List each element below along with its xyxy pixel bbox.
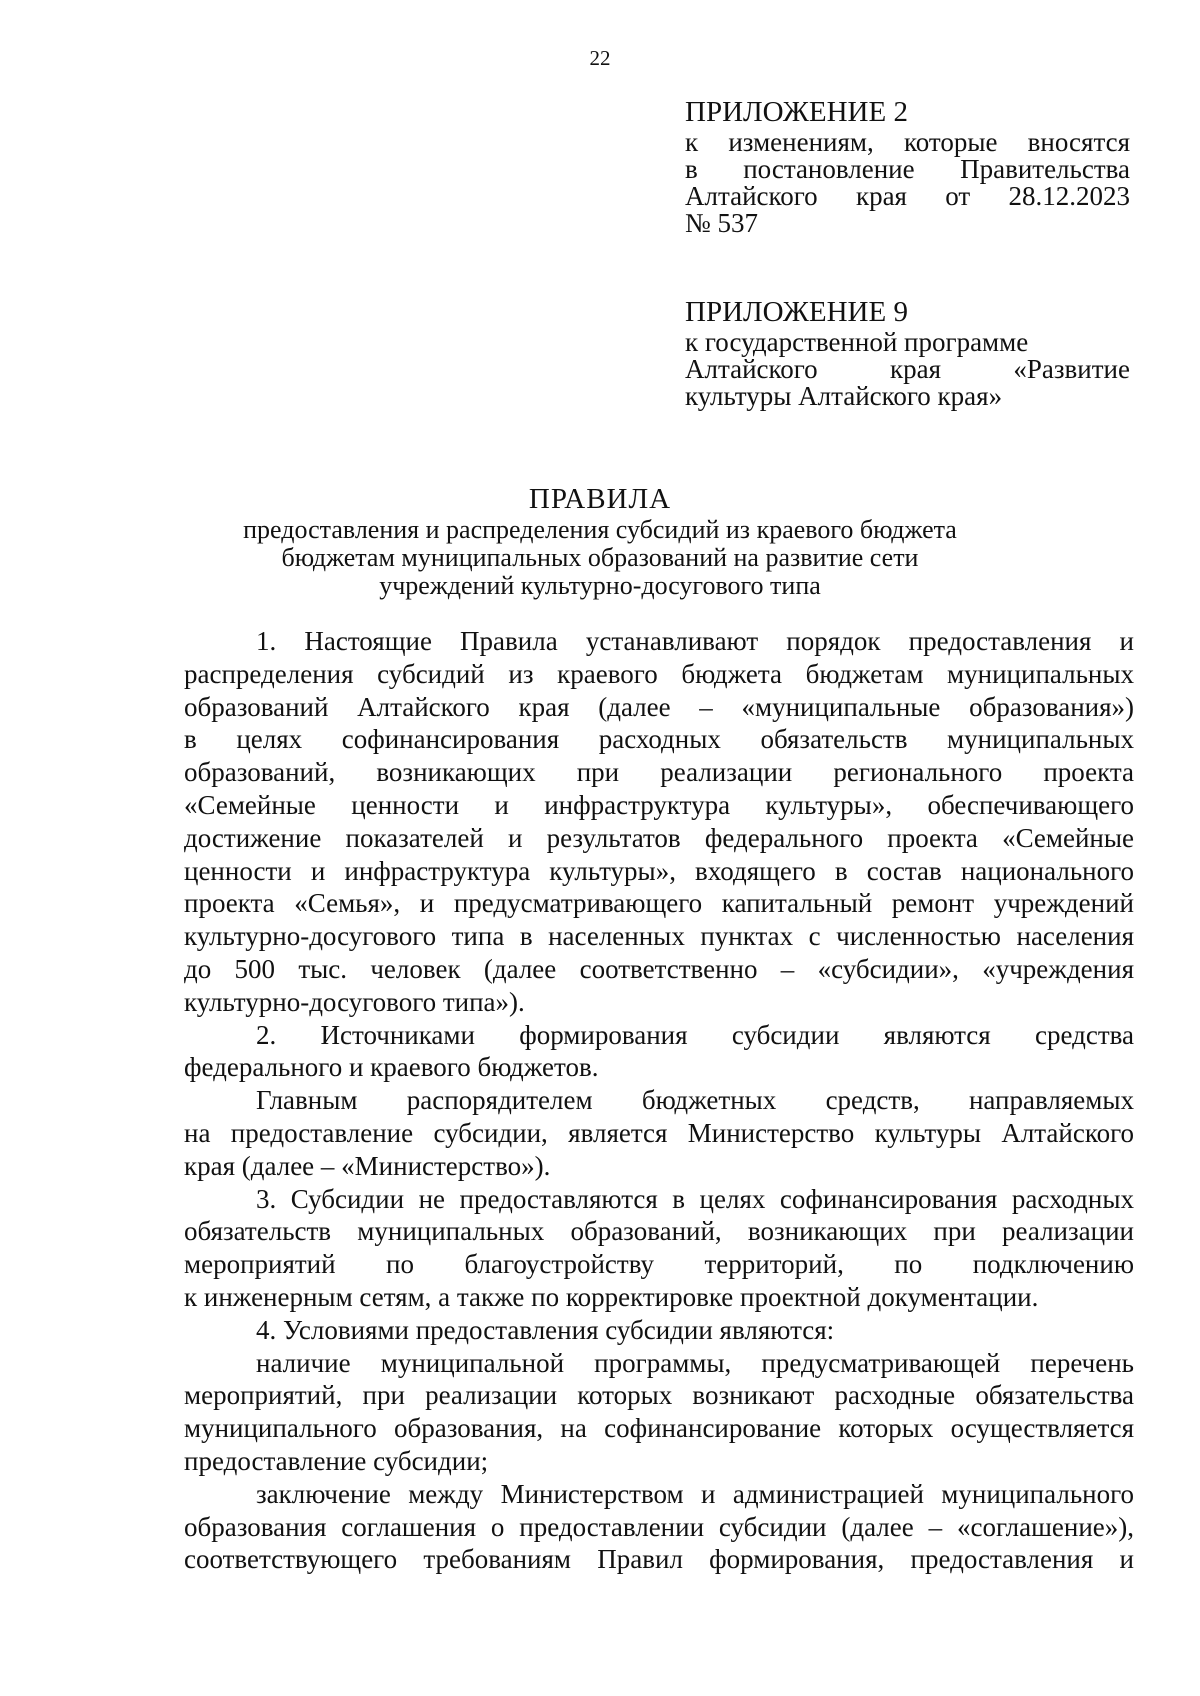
paragraph-line: обязательств муниципальных образований, возникающих при реализации (184, 1216, 1134, 1247)
paragraph-line: края (далее – «Министерство»). (184, 1150, 551, 1181)
paragraph (184, 1183, 1134, 1314)
paragraph-line: заключение между Министерством и администрацией муниципального (256, 1478, 1134, 1509)
paragraph-line: ценности и инфраструктура культуры», входящего в состав национального (184, 855, 1134, 886)
paragraph (184, 1347, 1134, 1478)
paragraph-line: 3. Субсидии не предоставляются в целях софинансирования расходных (256, 1183, 1134, 1214)
appendix-2-line: № 537 (685, 208, 759, 238)
paragraph (184, 1084, 1134, 1182)
paragraph-line: образования соглашения о предоставлении субсидии (далее – «соглашение»), (184, 1511, 1134, 1542)
paragraph-line: образований Алтайского края (далее – «муниципальные образования») (184, 691, 1134, 722)
paragraph (184, 1019, 1134, 1085)
paragraph-line: Главным распорядителем бюджетных средств, направляемых (256, 1085, 1134, 1116)
paragraph-line: на предоставление субсидии, является Министерство культуры Алтайского (184, 1117, 1134, 1148)
appendix-2-block (685, 98, 1130, 237)
paragraph-line: предоставление субсидии; (184, 1445, 489, 1476)
appendix-9-line: культуры Алтайского края» (685, 381, 1003, 411)
rules-body (184, 625, 1134, 1576)
paragraph-line: наличие муниципальной программы, предусматривающей перечень (256, 1347, 1134, 1378)
rules-subtitle-line: предоставления и распределения субсидий из краевого бюджета (243, 515, 957, 544)
paragraph-line: культурно-досугового типа в населенных пунктах с численностью населения (184, 921, 1134, 952)
appendix-2-title: ПРИЛОЖЕНИЕ 2 (685, 96, 908, 128)
rules-subtitle-line: бюджетам муниципальных образований на развитие сети (281, 543, 919, 572)
page-number: 22 (589, 46, 611, 70)
appendix-9-line: Алтайского края «Развитие (685, 354, 1130, 384)
appendix-2-line: Алтайского края от 28.12.2023 (685, 181, 1130, 211)
paragraph-line: достижение показателей и результатов федерального проекта «Семейные (184, 822, 1134, 853)
paragraph-line: мероприятий по благоустройству территорий, по подключению (184, 1249, 1134, 1280)
appendix-9-block (685, 298, 1130, 410)
paragraph (184, 1478, 1134, 1576)
paragraph-line: до 500 тыс. человек (далее соответственно – «субсидии», «учреждения (184, 953, 1134, 984)
paragraph-line: 4. Условиями предоставления субсидии являются: (256, 1314, 835, 1345)
paragraph-line: к инженерным сетям, а также по корректировке проектной документации. (184, 1281, 1039, 1312)
paragraph-line: соответствующего требованиям Правил формирования, предоставления и (184, 1544, 1134, 1575)
rules-subtitle-line: учреждений культурно-досугового типа (379, 571, 821, 600)
paragraph-line: мероприятий, при реализации которых возникают расходные обязательства (184, 1380, 1134, 1411)
appendix-9-title: ПРИЛОЖЕНИЕ 9 (685, 296, 908, 328)
rules-title: ПРАВИЛА (528, 483, 672, 515)
paragraph-line: 1. Настоящие Правила устанавливают порядок предоставления и (256, 626, 1134, 656)
appendix-9-line: к государственной программе (685, 327, 1029, 357)
paragraph-line: распределения субсидий из краевого бюджета бюджетам муниципальных (184, 658, 1134, 689)
paragraph (184, 1314, 1134, 1347)
paragraph-line: в целях софинансирования расходных обязательств муниципальных (184, 724, 1134, 755)
paragraph-line: культурно-досугового типа»). (184, 986, 525, 1017)
appendix-2-line: к изменениям, которые вносятся (685, 127, 1130, 157)
rules-title-block (0, 482, 1200, 600)
paragraph-line: образований, возникающих при реализации регионального проекта (184, 757, 1134, 788)
appendix-2-line: в постановление Правительства (685, 154, 1130, 184)
paragraph-line: 2. Источниками формирования субсидии являются средства (256, 1019, 1134, 1050)
paragraph-line: муниципального образования, на софинансирование которых осуществляется (184, 1413, 1134, 1444)
paragraph-line: проекта «Семья», и предусматривающего капитальный ремонт учреждений (184, 888, 1134, 919)
paragraph (184, 625, 1134, 1019)
paragraph-line: федерального и краевого бюджетов. (184, 1052, 599, 1083)
paragraph-line: «Семейные ценности и инфраструктура культуры», обеспечивающего (184, 789, 1134, 820)
